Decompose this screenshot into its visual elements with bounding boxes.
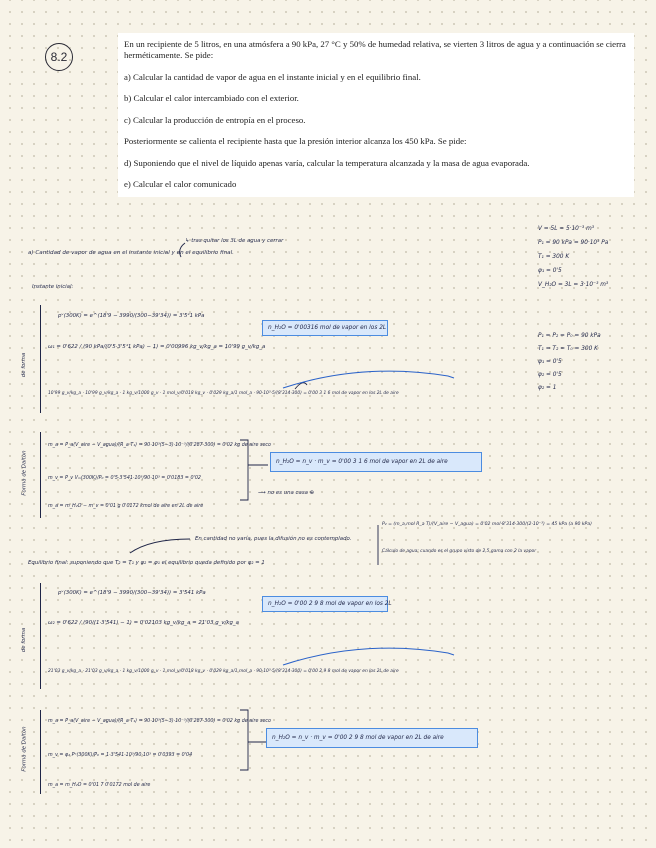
statement-item-d: d) Suponiendo que el nivel de líquido apenas varía, calcular la temperatura alcanzada y la masa de agua evaporada. [124, 157, 530, 168]
init-conversion: 10'99 g_v/kg_a · 10'99 g_v/kg_a · 1 kg_v/1000 g_v · 1 mol_v/0'018 kg_v · 0'029 kg_a/1 mol_a · 90·10³·5/(8'314·300) = 0'00 3 1 6 mol de vapor en los 2L de aire [48, 391, 399, 396]
init-omega: ω₁ = 0'622 / (90 kPa/(0'5·3'5⁴1 kPa) − 1) = 0'00996 kg_v/kg_a = 10'99 g_v/kg_a [48, 344, 266, 350]
statement-item-c: c) Calcular la producción de entropía en el proceso. [124, 114, 306, 125]
init-result-box-2: n_H₂O = n_v · m_v = 0'00 3 1 6 mol de vapor en 2L de aire [270, 452, 482, 472]
data-line: φ₂ = 0'5 [538, 372, 562, 378]
bracket-line [40, 583, 41, 689]
data-line: P₁ = 90 kPa = 90·10³ Pa [538, 240, 609, 246]
side-formula: P₂ = (m_a,mol R_a T)/(V_aire − V_agua) = 0'02 mol·8'314·300/(2·10⁻³) = 45 kPa (a 90 kPa) [382, 522, 592, 527]
init-result-box: n_H₂O = 0'00316 mol de vapor en los 2L [262, 320, 388, 336]
data-line: φ₁ = 0'5 [538, 359, 562, 365]
statement-intro: En un recipiente de 5 litros, en una atmósfera a 90 kPa, 27 °C y 50% de humedad relativa, se vierten 3 litros de agua y a continuación se cierra herméticamente. Se pide: [124, 39, 626, 60]
init-mass-vapor: m_v = P_v Vₘ(300K)/P₀ = 0'5·3'541·10³/90·10³ = 0'0183 = 0'02 [48, 476, 201, 481]
statement-item-b: b) Calcular el calor intercambiado con el exterior. [124, 93, 299, 103]
final-psat: pᵛ(300K) = e^(18'9 − 3990/(300−39'34)) = 3'541 kPa [58, 590, 206, 596]
data-line: T₁ = 300 K [538, 254, 570, 260]
data-block-2 [538, 330, 601, 395]
final-conversion: 21'03 g_v/kg_a · 21'03 g_v/kg_a · 1 kg_v/1000 g_v · 1 mol_v/0'018 kg_v · 0'029 kg_a/1 mol_a · 90·10³·5/(8'314·300) = 0'00 2 9 8 mol de vapor en los 2L de aire [48, 669, 399, 674]
statement-item-heat: Posteriormente se calienta el recipiente hasta que la presión interior alcanza los 450 kPa. Se pide: [124, 136, 467, 146]
data-line: φ₁ = 0'5 [538, 268, 562, 274]
init-mass-total: m_a = m_H₂O − m_v = 0'01 g 0'0172 kmol de aire en 2L de aire [48, 504, 204, 509]
final-mass-air: m_a = P_a(V_aire − V_agua)/(R_a T₁) = 90·10³(5−3)·10⁻³/(0'287·300) = 0'02 kg de aire seco [48, 719, 271, 724]
final-mass-total: m_a = m_H₂O = 0'01 7 0'0172 mol de aire [48, 783, 151, 788]
statement-item-a: a) Calcular la cantidad de vapor de agua en el instante inicial y en el equilibrio final. [124, 71, 421, 82]
data-line: V = 5L = 5·10⁻³ m³ [538, 226, 595, 232]
vertical-label-dalton-2: Forma de Dalton [21, 726, 28, 772]
final-result-box-2: n_H₂O = n_v · m_v = 0'00 2 9 8 mol de vapor en 2L de aire [266, 728, 478, 748]
annotation-top: ↳ tras quitar los 3L de agua y cerrar [185, 238, 284, 244]
heading-part-a: a) Cantidad de vapor de agua en el instante inicial y en el equilibrio final. [28, 250, 234, 256]
bracket-line [40, 432, 41, 518]
instante-inicial-label: Instante inicial: [32, 284, 74, 290]
data-block-1 [538, 222, 608, 292]
problem-number-badge: 8.2 [45, 43, 73, 71]
init-psat: pᵛ(300K) = e^(18'9 − 3990/(300−39'34)) = 3'5⁴1 kPa [58, 313, 205, 319]
final-heading: Equilibrio final: suponiendo que T₂ = T₁ y φ₂ = φ₁ el equilibrio queda definido por φ₂ = 1 [28, 560, 265, 566]
data-line: V_H₂O = 3L = 3·10⁻³ m³ [538, 282, 609, 288]
vertical-label-method-2: de forma [21, 627, 28, 653]
bracket-line [40, 305, 41, 413]
final-omega: ω₂ = 0'622 / (90/(1·3'541) − 1) = 0'02103 kg_v/kg_a = 21'03 g_v/kg_a [48, 620, 239, 626]
data-line: φ₂ = 1 [538, 385, 557, 391]
init-mass-air: m_a = P_a(V_aire − V_agua)/(R_a T₁) = 90·10³(5−3)·10⁻³/(0'287·300) = 0'02 kg de aire seco [48, 443, 271, 448]
statement-item-e: e) Calcular el calor comunicado [124, 179, 237, 189]
vertical-label-method-1: de forma [21, 352, 28, 378]
side-note-2: Cálculo de agua: cuando es el grupo visto de 2,5 gama con 2 la vapor [382, 549, 537, 554]
vertical-label-dalton-1: Forma de Dalton [21, 450, 28, 496]
bracket-line [40, 710, 41, 794]
final-result-box: n_H₂O = 0'00 2 9 8 mol de vapor en los 2L [262, 596, 388, 612]
data-line: P₁ = P₂ = P₀ = 90 kPa [538, 333, 601, 339]
data-line: T₁ = T₂ = T₀ = 300 K [538, 346, 598, 352]
final-note: En cantidad no varía, pues la difusión no es contemplado. [195, 536, 352, 542]
final-mass-vapor: m_v = φ₂ Pᵛ(300K)/P₀ = 1·3'541·10³/90·10³ = 0'0393 = 0'04 [48, 753, 193, 758]
init-side-note: ⟶ no es una casa ⊕ [258, 490, 315, 496]
